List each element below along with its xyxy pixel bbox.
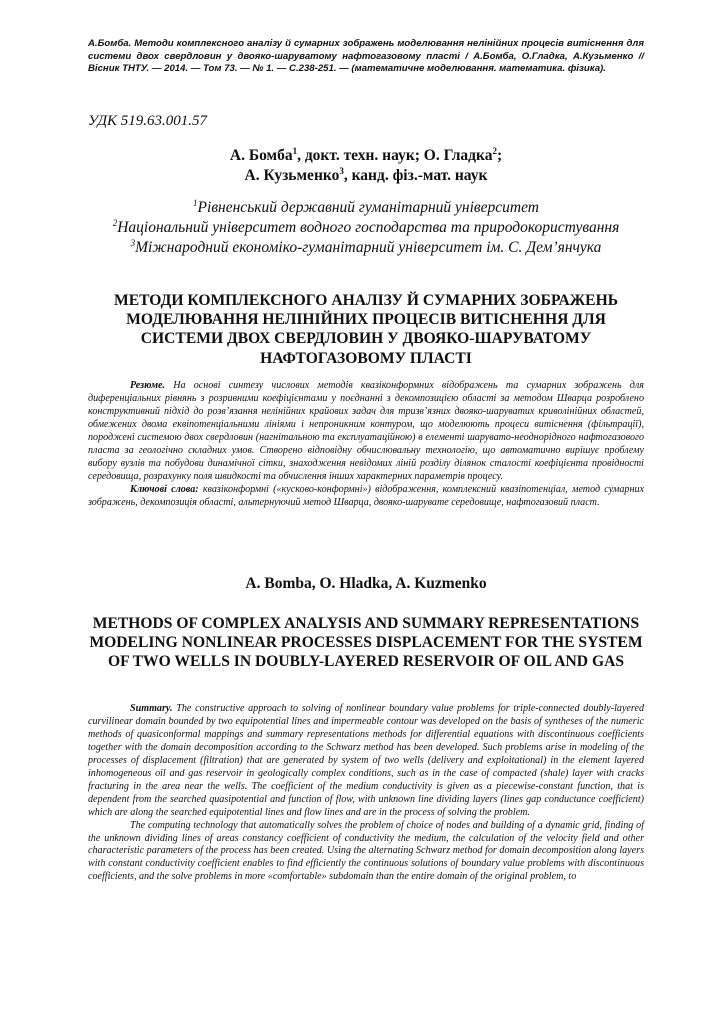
author-name: А. Кузьменко [244, 167, 340, 184]
separator: ; [496, 147, 503, 164]
affiliation-number: 2 [112, 217, 118, 228]
affiliation-text: Міжнародний економіко-гуманітарний університет ім. С. Дем’янчука [135, 239, 602, 256]
affiliations [88, 198, 644, 258]
affiliation-text: Національний університет водного господарства та природокористування [117, 219, 620, 236]
affiliation-number: 3 [130, 237, 136, 248]
paper-title-en: METHODS OF COMPLEX ANALYSIS AND SUMMARY REPRESENTATIONS MODELING NONLINEAR PROCESSES DISPLACEMENT FOR THE SYSTEM OF TWO WELLS IN DOUBLY-LAYERED RESERVOIR OF OIL AND GAS [89, 615, 643, 671]
affiliation-mark: 1 [292, 145, 298, 156]
resume-text: На основі синтезу числових методів квазіконформних відображень та сумарних зображень для диференціальних рівнянь з розривними коефіцієнтами у поєднанні з декомпозицією області за методом Шварца розроблено конструктивний підхід до розв’язання нелінійних крайових задач для тризв’язних двояко-шаруватих криволінійних областей, обмежених двома еквіпотенціальними лініями і непроникним контуром, що моделюють процеси витіснення (фільтрації), породжені системою двох свердловин (нагнітальною та експлуатаційною) в елементі шарувато-неоднорідного нафтогазового пласта за геологічно складних умов. Створено відповідну обчислювальну технологію, що автоматично вирішує проблему вибору вузлів та побудови динамічної сітки, знаходження невідомих ліній розділу ділянок сталості коефіцієнта провідності середовища, розрахунку поля швидкості та обчислення інших характерних параметрів процесу. [88, 380, 644, 482]
abstract-ua [88, 380, 644, 510]
affiliation-text: Рівненський державний гуманітарний університет [197, 199, 539, 216]
affiliation-2 [88, 218, 644, 238]
author-degree: , докт. техн. наук; О. Гладка [297, 147, 493, 164]
summary-paragraph-2: The computing technology that automatically solves the problem of choice of nodes and building of a dynamic grid, finding of the unknown dividing lines of areas constancy coefficient of conductivity the medium, the calculation of the velocity field and other characteristic parameters of the process has been created. Using the alternating Schwarz method for domain decomposition along layers with constant conductivity coefficient enables to find efficiently the continuous solutions of boundary value problems with discontinuous coefficients, and the solve problems in more «comfortable» subdomain than the entire domain of the original problem, to [88, 819, 644, 883]
citation-header: А.Бомба. Методи комплексного аналізу й сумарних зображень моделювання нелінійних процесів витіснення для системи двох свердловин у двояко-шаруватому нафтогазовому пласті / А.Бомба, О.Гладка, А.Кузьменко // Вісник ТНТУ. — 2014. — Том 73. — № 1. — С.238-251. — (математичне моделювання. математика. фізика). [88, 38, 644, 75]
summary-label: Summary. [130, 703, 173, 714]
keywords-label: Ключові слова: [130, 483, 199, 495]
affiliation-1 [88, 198, 644, 218]
udk-code: УДК 519.63.001.57 [88, 113, 207, 129]
summary-en [88, 703, 644, 884]
affiliation-3 [88, 238, 644, 258]
resume-label: Резюме. [130, 380, 165, 391]
keywords-paragraph [88, 484, 644, 510]
authors-ua-line1 [88, 146, 644, 166]
authors-en: A. Bomba, O. Hladka, A. Kuzmenko [245, 575, 487, 592]
summary-paragraph-1 [88, 703, 644, 820]
authors-ua [88, 146, 644, 186]
author-name: А. Бомба [229, 147, 293, 164]
keywords-text: квазіконформні («кусково-конформні») відображення, комплексний квазіпотенціал, метод сумарних зображень, декомпозиція області, альтернуючий метод Шварца, двояко-шарувате середовище, нафтогазовий пласт. [88, 483, 644, 508]
resume-paragraph [88, 380, 644, 484]
summary-text: The constructive approach to solving of nonlinear boundary value problems for triple-connected doubly-layered curvilinear domain bounded by two equipotential lines and impermeable contour was developed on the basis of syntheses of the numeric methods of quasiconformal mappings and summary representations methods for differential equations with discontinuous coefficients together with the domain decomposition according to the Schwarz method has been developed. Such problems arise in modeling of the processes of displacement (filtration) that are generated by system of two wells (delivery and exploitational) in the element layered inhomogeneous oil and gas reservoir in geologically complex conditions, such as in the case of compacted (shale) layer with cracks fracturing in the area near the wells. The coefficient of the medium conductivity is given as a piecewise-constant function, that is dependent from the searched quasipotential and function of flow, with unknown line dividing layers (lines gap conductance coefficient) which are along the searched equipotential lines and flow lines and are in the process of solving the problem. [88, 703, 644, 818]
author-degree: , канд. фіз.-мат. наук [343, 167, 488, 184]
authors-ua-line2 [88, 166, 644, 186]
affiliation-mark: 3 [339, 165, 344, 176]
affiliation-mark: 2 [492, 145, 497, 156]
affiliation-number: 1 [193, 197, 198, 208]
paper-title-ua: МЕТОДИ КОМПЛЕКСНОГО АНАЛІЗУ Й СУМАРНИХ ЗОБРАЖЕНЬ МОДЕЛЮВАННЯ НЕЛІНІЙНИХ ПРОЦЕСІВ ВИТІСНЕННЯ ДЛЯ СИСТЕМИ ДВОХ СВЕРДЛОВИН У ДВОЯКО-ШАРУВАТОМУ НАФТОГАЗОВОМУ ПЛАСТІ [113, 292, 619, 367]
